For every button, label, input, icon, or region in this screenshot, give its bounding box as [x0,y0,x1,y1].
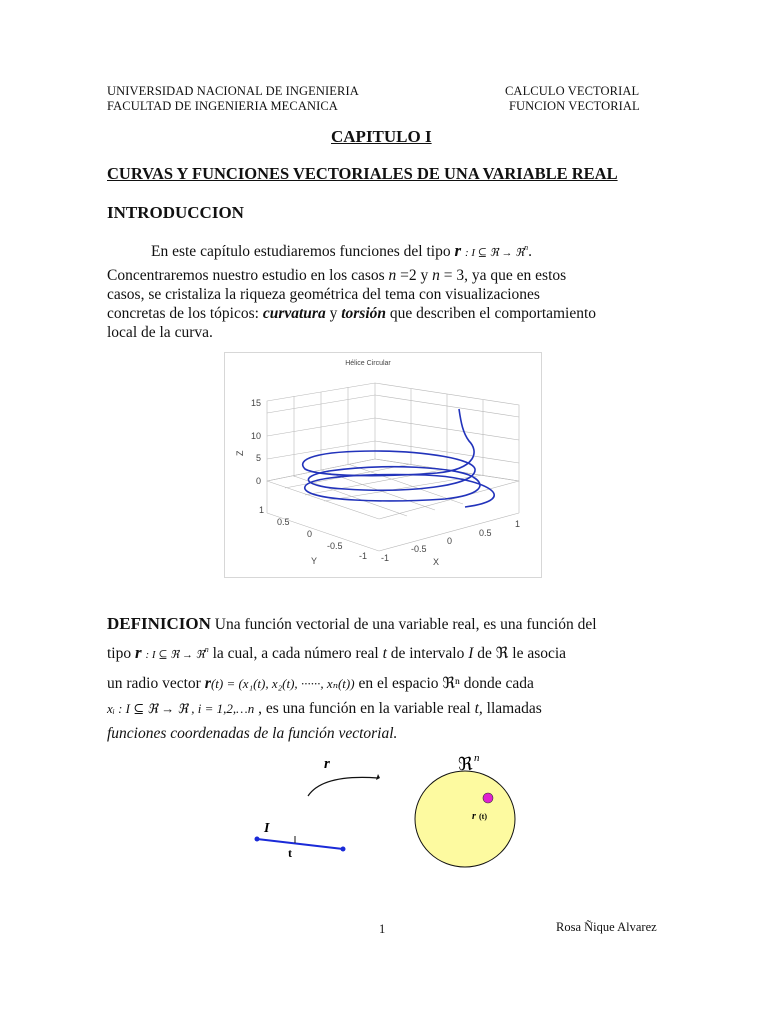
intro-line-5: local de la curva. [107,324,213,342]
z-tick-1: 5 [255,453,261,463]
definition-line-3c: ℜⁿ donde cada [442,675,534,693]
z-axis-label: Z [235,450,245,456]
definition-line-4c: llamadas [486,700,542,718]
definition-var-I: I [468,645,474,663]
intro-paragraph: En este capítulo estudiaremos funciones del tipo r : I ⊆ ℜ → ℜ$^n$. Concentraremos nuestro estudio en los casos n =2 y n = 3, ya que en estos casos, se cristaliza la riqueza geométrica del tema con visualizaciones concretas de los tópicos: curvatura y torsión que describen el comportamiento local de la curva. [107,238,660,342]
definition-line-2d: de ℜ le asocia [477,645,567,663]
helix-curve [303,409,495,507]
definition-line-2b: la cual, a cada número real [212,645,379,663]
definition-line-2c: de intervalo [390,645,465,663]
target-space-disk [415,771,515,867]
point-label: r [472,811,476,822]
definition-math-2: (t) = (x₁(t), x₂(t), ······, xₙ(t)) [210,676,355,692]
definition-line-3a: un radio vector [107,675,201,693]
header-left [107,84,359,114]
plot-title: Hélice Circular [345,360,391,367]
author-name: Rosa Ñique Alvarez [556,920,657,934]
intro-y: y [329,305,338,323]
intro-line-2b: =2 y [400,267,429,285]
helix-plot-svg [225,353,541,577]
intro-line-2c: = 3, ya que en estos [443,267,567,285]
mapping-diagram-svg [240,744,540,874]
header-right [505,84,640,114]
intro-line-3: casos, se cristaliza la riqueza geométrica del tema con visualizaciones [107,286,540,304]
definition-var-t: t [382,645,387,663]
section-heading: INTRODUCCION [107,203,244,222]
definition-line-5: funciones coordenadas de la función vectorial. [107,725,398,743]
x-tick-0: -1 [381,553,390,563]
image-point [483,793,493,803]
helix-figure [224,352,542,578]
t-label: t [288,846,292,860]
y-tick-3: -0.5 [327,541,343,551]
x-axis-label: X [433,557,440,567]
chapter-heading: CAPITULO I [331,127,432,146]
y-tick-1: 0.5 [277,517,290,527]
z-tick-2: 10 [250,431,261,441]
page-number: 1 [379,922,386,936]
term-torsion: torsión [341,305,387,323]
mapping-diagram [240,744,540,874]
definition-math-3: xᵢ : I ⊆ ℜ → ℜ , i = 1,2,…n [107,701,255,717]
z-tick-0: 0 [255,476,261,486]
term-curvatura: curvatura [262,305,326,323]
topic-name: FUNCION VECTORIAL [509,99,640,113]
space-label: ℜ [458,754,473,774]
point-arg: (t) [479,812,487,821]
definition-label: DEFINICION [107,614,211,633]
definition-line-4b: , es una función en la variable real [258,700,471,718]
x-tick-1: -0.5 [411,544,427,554]
definition-var-t2: t, [474,700,483,718]
interval-segment [257,839,343,849]
map-r-label: r [324,756,330,772]
definition-math-1: : I ⊆ ℜ → ℜ [145,649,205,662]
y-axis-label: Y [311,556,318,566]
intro-line-2: Concentraremos nuestro estudio en los casos [107,267,385,285]
intro-line-1: En este capítulo estudiaremos funciones del tipo [151,243,451,261]
interval-start [255,837,260,842]
x-tick-3: 0.5 [479,528,492,538]
map-arrow [308,777,378,796]
x-tick-4: 1 [515,519,521,529]
z-tick-3: 15 [250,398,261,408]
page-title: CURVAS Y FUNCIONES VECTORIALES DE UNA VARIABLE REAL [107,164,618,183]
faculty-name: FACULTAD DE INGENIERIA MECANICA [107,99,338,113]
definition-paragraph: DEFINICION Una función vectorial de una variable real, es una función del tipo r : I ⊆ ℜ → ℜ$^n$ la cual, a cada número real t de intervalo I de ℜ le asocia un radio vector r(t) = (x₁(t), x₂(t), ······, xₙ(t)) en el espacio ℜⁿ donde cada xᵢ : I ⊆ ℜ → ℜ , i = 1,2,…n , es una función en la variable real t, llamadas funciones coordenadas de la función vectorial. [107,611,660,746]
space-exponent: n [474,752,480,764]
y-tick-4: -1 [359,551,368,561]
y-tick-2: 0 [307,529,313,539]
map-arrow-head [376,774,380,780]
interval-label: I [264,821,270,836]
definition-line-3b: en el espacio [358,675,439,693]
course-name: CALCULO VECTORIAL [505,84,640,98]
definition-line-2a: tipo [107,645,132,663]
intro-line-4b: que describen el comportamiento [389,305,597,323]
definition-line-1: Una función vectorial de una variable real, es una función del [214,616,597,633]
intro-line-4: concretas de los tópicos: [107,305,259,323]
university-name: UNIVERSIDAD NACIONAL DE INGENIERIA [107,84,359,98]
intro-math: : I ⊆ ℜ → ℜ [464,247,525,260]
interval-end [341,847,346,852]
y-tick-0: 1 [259,505,265,515]
x-tick-2: 0 [447,536,453,546]
